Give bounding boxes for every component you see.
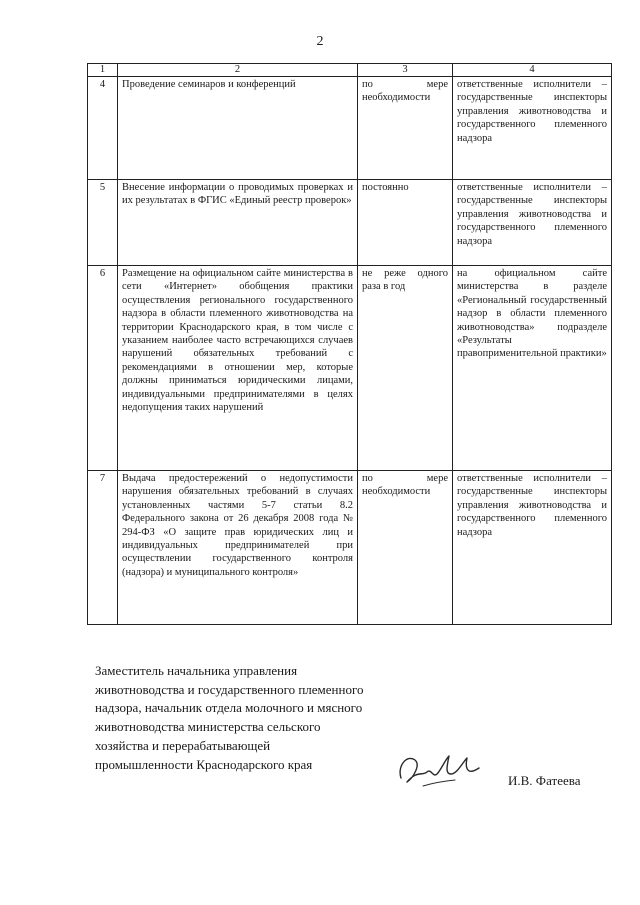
table-row — [88, 180, 612, 266]
activity-cell: Размещение на официальном сайте министерства в сети «Интернет» обобщения практики осуществления регионального государственного надзора в области племенного животноводства на территории Краснодарского края, в том числе с указанием наиболее часто встречающихся случаев нарушений обязательных требований с рекомендациями в отношении мер, которые должны приниматься юридическими лицами, индивидуальными предпринимателями в целях недопущения таких нарушений — [118, 266, 358, 471]
table-header-row — [88, 64, 612, 77]
measures-table — [87, 63, 612, 625]
header-cell-4: 4 — [453, 64, 612, 77]
responsible-cell: ответственные исполнители – государственные инспекторы управления животноводства и государственного племенного надзора — [453, 180, 612, 266]
activity-cell: Внесение информации о проводимых проверках и их результатах в ФГИС «Единый реестр проверок» — [118, 180, 358, 266]
header-cell-3: 3 — [358, 64, 453, 77]
responsible-cell: на официальном сайте министерства в разделе «Региональный государственный надзор в области племенного животноводства» подразделе «Результаты правоприменительной практики» — [453, 266, 612, 471]
handwritten-signature — [393, 748, 483, 794]
term-cell: постоянно — [358, 180, 453, 266]
table-row — [88, 77, 612, 180]
table-row — [88, 266, 612, 471]
page-number: 2 — [316, 34, 324, 49]
term-cell: по мере необходимости — [358, 471, 453, 625]
signatory-position: Заместитель начальника управления животноводства и государственного племенного надзора, начальник отдела молочного и мясного животноводства министерства сельского хозяйства и перерабатывающей промышленности Краснодарского края — [95, 663, 364, 772]
header-cell-1: 1 — [88, 64, 118, 77]
header-cell-2: 2 — [118, 64, 358, 77]
responsible-cell: ответственные исполнители – государственные инспекторы управления животноводства и государственного племенного надзора — [453, 77, 612, 180]
table-row — [88, 471, 612, 625]
row-number: 6 — [88, 266, 118, 471]
term-cell: не реже одного раза в год — [358, 266, 453, 471]
responsible-cell: ответственные исполнители – государственные инспекторы управления животноводства и государственного племенного надзора — [453, 471, 612, 625]
activity-cell: Выдача предостережений о недопустимости нарушения обязательных требований в случаях установленных частями 5-7 статьи 8.2 Федерального закона от 26 декабря 2008 года № 294-ФЗ «О защите прав юридических лиц и индивидуальных предпринимателей при осуществлении государственного контроля (надзора) и муниципального контроля» — [118, 471, 358, 625]
activity-cell: Проведение семинаров и конференций — [118, 77, 358, 180]
row-number: 7 — [88, 471, 118, 625]
row-number: 5 — [88, 180, 118, 266]
signer-name: И.В. Фатеева — [508, 773, 581, 788]
row-number: 4 — [88, 77, 118, 180]
term-cell: по мере необходимости — [358, 77, 453, 180]
